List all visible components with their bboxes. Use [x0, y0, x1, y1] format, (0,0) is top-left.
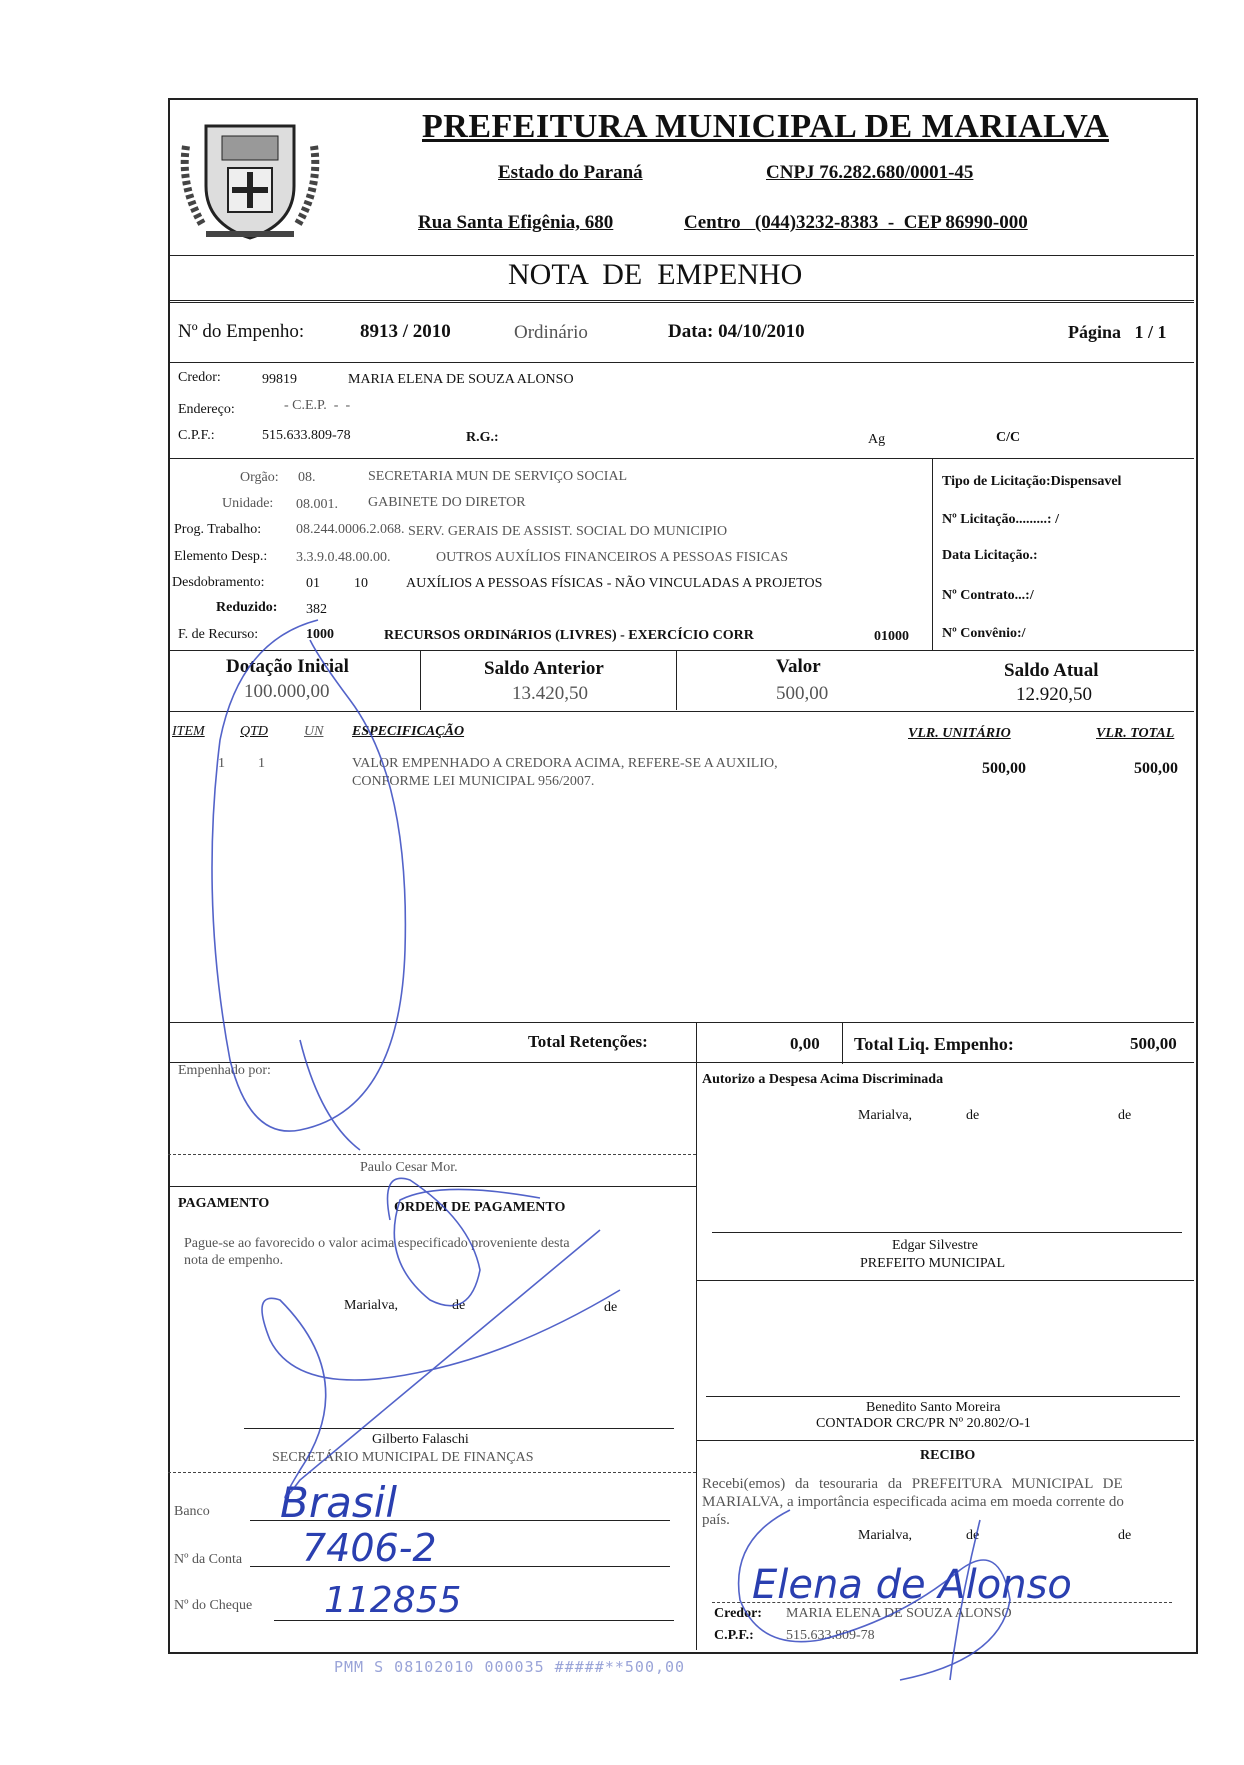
recibo-de2: de — [1118, 1528, 1132, 1543]
recibo-de1: de — [966, 1528, 980, 1543]
saldo-atual-label: Saldo Atual — [1004, 660, 1099, 681]
empenho-number: 8913 / 2010 — [360, 321, 451, 342]
col-vlr-unitario: VLR. UNITÁRIO — [908, 726, 1011, 741]
licitacao-convenio: Nº Convênio:/ — [942, 626, 1026, 641]
prog-code: 08.244.0006.2.068. — [296, 522, 405, 537]
dotacao-label: Dotação Inicial — [226, 656, 349, 677]
retencoes-value: 0,00 — [790, 1034, 820, 1053]
pagamento-city: Marialva, — [344, 1298, 399, 1313]
liq-empenho-value: 500,00 — [1130, 1034, 1177, 1053]
orgao-name: SECRETARIA MUN DE SERVIÇO SOCIAL — [368, 469, 628, 484]
recibo-text2: MARIALVA, a importância especificada acima em moeda corrente do — [702, 1494, 1124, 1510]
col-un: UN — [304, 724, 324, 739]
licitacao-data: Data Licitação.: — [942, 548, 1038, 563]
saldo-atual-value: 12.920,50 — [1016, 684, 1092, 705]
header-address: Rua Santa Efigênia, 680 — [418, 212, 614, 233]
recibo-text1: Recebi(emos) da tesouraria da PREFEITURA MUNICIPAL DE — [702, 1476, 1123, 1492]
prog-name: SERV. GERAIS DE ASSIST. SOCIAL DO MUNICIPIO — [408, 524, 728, 539]
item-total-value: 500,00 — [1134, 760, 1178, 777]
recibo-text3: país. — [702, 1512, 730, 1528]
rg-label: R.G.: — [466, 430, 499, 445]
conta-label: Nº da Conta — [174, 1552, 243, 1567]
empenho-type: Ordinário — [514, 322, 588, 343]
cc-label: C/C — [996, 430, 1021, 445]
header-title: PREFEITURA MUNICIPAL DE MARIALVA — [422, 108, 1109, 145]
empenho-label: Nº do Empenho: — [178, 321, 305, 342]
recibo-cpf-label: C.P.F.: — [714, 1628, 754, 1643]
unidade-label: Unidade: — [222, 496, 274, 511]
pagamento-de1: de — [452, 1298, 466, 1313]
autorizo-name: Edgar Silvestre — [892, 1238, 978, 1253]
autorizo-de1: de — [966, 1108, 980, 1123]
recibo-credor-name: MARIA ELENA DE SOUZA ALONSO — [786, 1606, 1012, 1621]
elemento-code: 3.3.9.0.48.00.00. — [296, 550, 391, 565]
unidade-code: 08.001. — [296, 497, 338, 512]
liq-empenho-label: Total Liq. Empenho: — [854, 1034, 1014, 1054]
recurso-code2: 01000 — [874, 629, 909, 644]
autorizo-de2: de — [1118, 1108, 1132, 1123]
desdobramento-code1: 01 — [306, 576, 320, 591]
bank-stamp: PMM S 08102010 000035 #####**500,00 — [334, 1658, 686, 1676]
recurso-name: RECURSOS ORDINáRIOS (LIVRES) - EXERCÍCIO CORR — [384, 628, 754, 643]
unidade-name: GABINETE DO DIRETOR — [368, 495, 526, 510]
contador-name: Benedito Santo Moreira — [866, 1400, 1001, 1415]
cheque-label: Nº do Cheque — [174, 1598, 253, 1613]
licitacao-numero: Nº Licitação.........: / — [942, 512, 1059, 527]
recibo-cpf-value: 515.633.809-78 — [786, 1628, 875, 1643]
credor-name: MARIA ELENA DE SOUZA ALONSO — [348, 372, 574, 387]
endereco-value: - C.E.P. - - — [284, 398, 351, 413]
licitacao-contrato: Nº Contrato...:/ — [942, 588, 1034, 603]
col-item: ITEM — [172, 724, 205, 739]
cpf-value: 515.633.809-78 — [262, 428, 351, 443]
contador-role: CONTADOR CRC/PR Nº 20.802/O-1 — [816, 1416, 1031, 1431]
conta-handwritten: 7406-2 — [302, 1526, 437, 1570]
header-cnpj: CNPJ 76.282.680/0001-45 — [766, 162, 974, 183]
credor-signature: Elena de Alonso — [752, 1562, 1072, 1608]
empenhado-label: Empenhado por: — [178, 1063, 271, 1078]
item-desc-line2: CONFORME LEI MUNICIPAL 956/2007. — [352, 774, 595, 789]
saldo-anterior-label: Saldo Anterior — [484, 658, 604, 679]
col-especificacao: ESPECIFICAÇÃO — [352, 724, 465, 739]
ordem-pagamento-label: ORDEM DE PAGAMENTO — [394, 1200, 566, 1215]
banco-handwritten: Brasil — [280, 1478, 398, 1527]
document-title: NOTA DE EMPENHO — [508, 258, 803, 291]
recibo-city: Marialva, — [858, 1528, 913, 1543]
item-qtd: 1 — [258, 756, 265, 771]
elemento-label: Elemento Desp.: — [174, 549, 268, 564]
banco-label: Banco — [174, 1504, 210, 1519]
autorizo-role: PREFEITO MUNICIPAL — [860, 1256, 1006, 1271]
desdobramento-name: AUXÍLIOS A PESSOAS FÍSICAS - NÃO VINCULADAS A PROJETOS — [406, 576, 823, 591]
cpf-label: C.P.F.: — [178, 428, 215, 443]
licitacao-tipo: Tipo de Licitação:Dispensavel — [942, 474, 1122, 489]
empenho-date: Data: 04/10/2010 — [668, 321, 805, 342]
elemento-name: OUTROS AUXÍLIOS FINANCEIROS A PESSOAS FISICAS — [436, 550, 789, 565]
pagamento-label: PAGAMENTO — [178, 1196, 270, 1211]
header-address2: Centro (044)3232-8383 - CEP 86990-000 — [684, 212, 1028, 233]
item-unit-value: 500,00 — [982, 760, 1026, 777]
secretario-name: Gilberto Falaschi — [372, 1432, 469, 1447]
secretario-role: SECRETÁRIO MUNICIPAL DE FINANÇAS — [272, 1450, 534, 1465]
credor-label: Credor: — [178, 370, 221, 385]
recurso-code: 1000 — [306, 627, 334, 642]
saldo-anterior-value: 13.420,50 — [512, 683, 588, 704]
item-desc-line1: VALOR EMPENHADO A CREDORA ACIMA, REFERE-SE A AUXILIO, — [352, 756, 778, 771]
col-vlr-total: VLR. TOTAL — [1096, 726, 1175, 741]
header-state: Estado do Paraná — [498, 162, 643, 183]
orgao-label: Orgão: — [240, 470, 279, 485]
reduzido-label: Reduzido: — [216, 600, 278, 615]
pagamento-text2: nota de empenho. — [184, 1253, 284, 1268]
page-number: Página 1 / 1 — [1068, 322, 1167, 342]
dotacao-value: 100.000,00 — [244, 681, 330, 702]
pagamento-de2: de — [604, 1300, 618, 1315]
pagamento-text1: Pague-se ao favorecido o valor acima especificado proveniente desta — [184, 1236, 570, 1251]
recurso-label: F. de Recurso: — [178, 627, 259, 642]
prog-label: Prog. Trabalho: — [174, 522, 262, 537]
valor-value: 500,00 — [776, 683, 829, 704]
retencoes-label: Total Retenções: — [528, 1032, 648, 1051]
credor-code: 99819 — [262, 372, 297, 387]
valor-label: Valor — [776, 656, 821, 677]
col-qtd: QTD — [240, 724, 269, 739]
orgao-code: 08. — [298, 470, 316, 485]
empenhado-name: Paulo Cesar Mor. — [360, 1160, 458, 1175]
reduzido-value: 382 — [306, 602, 327, 617]
recibo-credor-label: Credor: — [714, 1606, 762, 1621]
recibo-title: RECIBO — [920, 1448, 976, 1463]
autorizo-label: Autorizo a Despesa Acima Discriminada — [702, 1072, 944, 1087]
desdobramento-code2: 10 — [354, 576, 368, 591]
endereco-label: Endereço: — [178, 402, 235, 417]
desdobramento-label: Desdobramento: — [172, 575, 265, 590]
item-number: 1 — [218, 756, 225, 771]
autorizo-city: Marialva, — [858, 1108, 913, 1123]
ag-label: Ag — [868, 432, 886, 447]
cheque-handwritten: 112855 — [324, 1580, 462, 1621]
